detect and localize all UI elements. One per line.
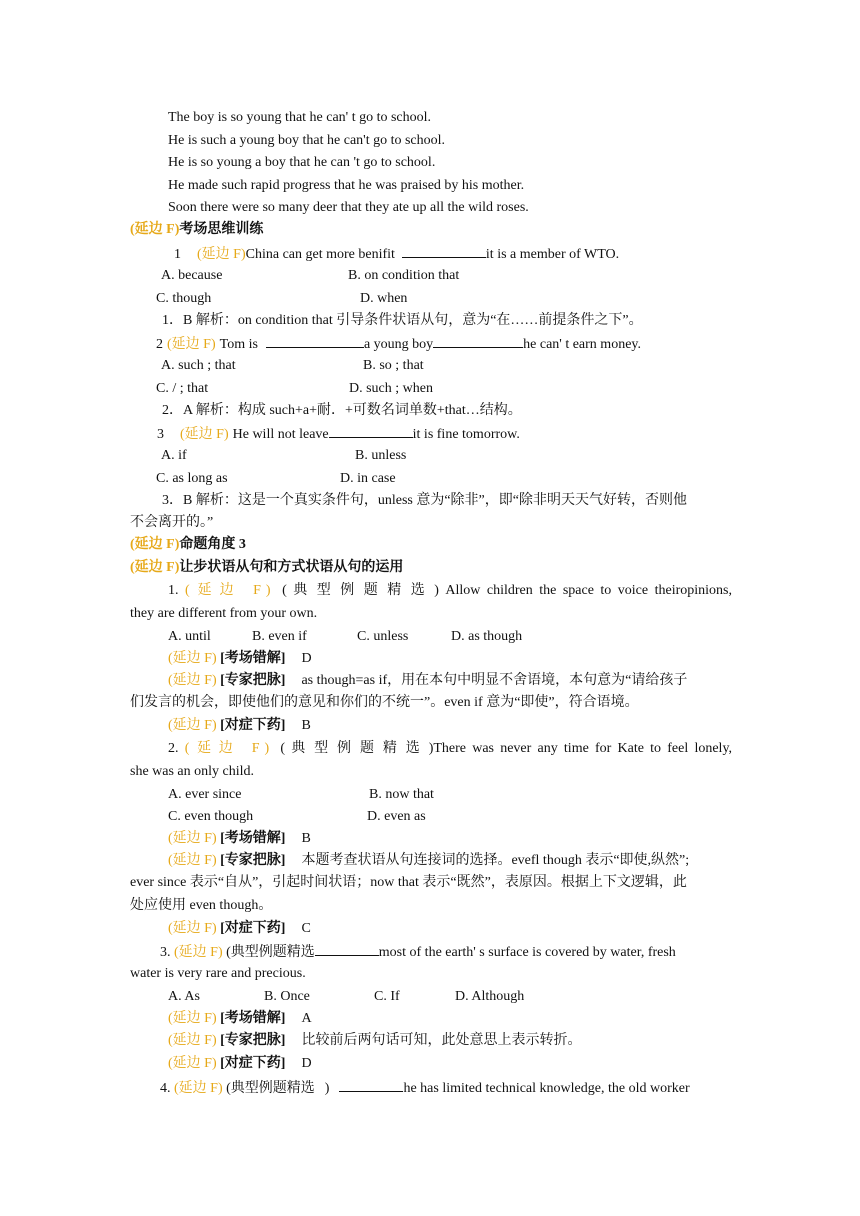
option: A. because <box>161 268 223 283</box>
correct-answer-line: (延边 F) [对症下药] B <box>168 718 311 733</box>
option: A. until <box>168 629 211 644</box>
analysis-text: 不会离开的。” <box>130 515 214 530</box>
section-heading-angle: (延边 F)命题角度 3 <box>130 537 246 552</box>
expert-analysis-line: (延边 F) [专家把脉] 本题考查状语从句连接词的选择。evefl though 表示“即使,纵然”; <box>168 853 690 868</box>
example-2-stem: 2. (延边 F) ( 典 型 例 题 精 选 )There was never any time for Kate to feel lonely, <box>168 741 733 756</box>
option: A. such ; that <box>161 358 236 373</box>
option: C. as long as <box>156 471 228 486</box>
option: D. when <box>360 291 408 306</box>
answer-blank <box>339 1077 403 1092</box>
analysis-text: 3．B 解析：这是一个真实条件句，unless 意为“除非”，即“除非明天天气好转，否则他 <box>162 493 687 508</box>
expert-analysis-line: (延边 F) [专家把脉] 比较前后两句话可知，此处意思上表示转折。 <box>168 1033 582 1048</box>
option: A. ever since <box>168 787 242 802</box>
question-3-stem: 3 (延边 F) He will not leave it is fine tomorrow. <box>157 423 520 445</box>
example-sentence: Soon there were so many deer that they ate up all the wild roses. <box>168 200 529 215</box>
expert-analysis-line: (延边 F) [专家把脉] as though=as if，用在本句中明显不舍语境，本句意为“请给孩子 <box>168 673 688 688</box>
option: B. unless <box>355 448 407 463</box>
option: D. Although <box>455 989 525 1004</box>
option: A. if <box>161 448 187 463</box>
option: C. / ; that <box>156 381 209 396</box>
question-1-stem: 1 (延边 F)China can get more benifit it is a member of WTO. <box>174 243 619 265</box>
example-sentence: The boy is so young that he can' t go to school. <box>168 110 432 125</box>
option: D. such ; when <box>349 381 433 396</box>
example-4-stem: 4. (延边 F) (典型例题精选 ) he has limited technical knowledge, the old worker <box>160 1077 690 1099</box>
expert-analysis-line: ever since 表示“自从”，引起时间状语；now that 表示“既然”，表原因。根据上下文逻辑，此 <box>130 875 687 890</box>
option: B. now that <box>369 787 434 802</box>
expert-analysis-line: 们发言的机会，即使他们的意见和你们的不统一”。even if 意为“即使”，符合语境。 <box>130 695 639 710</box>
option: D. even as <box>367 809 426 824</box>
wrong-answer-line: (延边 F) [考场错解] A <box>168 1011 312 1026</box>
correct-answer-line: (延边 F) [对症下药] C <box>168 921 311 936</box>
example-3-stem: water is very rare and precious. <box>130 966 306 981</box>
example-1-stem: they are different from your own. <box>130 606 318 621</box>
answer-blank <box>329 423 413 438</box>
option: D. as though <box>451 629 523 644</box>
example-sentence: He made such rapid progress that he was praised by his mother. <box>168 178 525 193</box>
option: D. in case <box>340 471 396 486</box>
option: B. even if <box>252 629 307 644</box>
answer-blank <box>266 333 364 348</box>
example-3-stem: 3. (延边 F) (典型例题精选 most of the earth' s surface is covered by water, fresh <box>160 941 676 963</box>
question-2-stem: 2 (延边 F) Tom is a young boy he can' t earn money. <box>156 333 641 355</box>
correct-answer-line: (延边 F) [对症下药] D <box>168 1056 312 1071</box>
source-tag: (延边 F) <box>130 222 180 237</box>
section-heading-training: (延边 F)考场思维训练 <box>130 222 264 237</box>
option: C. though <box>156 291 212 306</box>
option: B. Once <box>264 989 310 1004</box>
analysis-text: 1．B 解析：on condition that 引导条件状语从句，意为“在……前提条件之下”。 <box>162 313 643 328</box>
option: B. so ; that <box>363 358 424 373</box>
example-sentence: He is so young a boy that he can 't go to school. <box>168 155 436 170</box>
option: A. As <box>168 989 200 1004</box>
answer-blank <box>315 941 379 956</box>
option: C. unless <box>357 629 409 644</box>
analysis-text: 2．A 解析：构成 such+a+耐．+可数名词单数+that…结构。 <box>162 403 522 418</box>
option: C. even though <box>168 809 254 824</box>
example-1-stem: 1. (延边 F) ( 典 型 例 题 精 选 ) Allow children the space to voice theiropinions, <box>168 583 732 598</box>
option: C. If <box>374 989 400 1004</box>
option: B. on condition that <box>348 268 460 283</box>
answer-blank <box>402 243 486 258</box>
example-2-stem: she was an only child. <box>130 764 255 779</box>
example-sentence: He is such a young boy that he can't go to school. <box>168 133 446 148</box>
expert-analysis-line: 处应使用 even though。 <box>130 898 273 913</box>
wrong-answer-line: (延边 F) [考场错解] D <box>168 651 312 666</box>
section-heading-topic: (延边 F)让步状语从句和方式状语从句的运用 <box>130 560 404 575</box>
wrong-answer-line: (延边 F) [考场错解] B <box>168 831 311 846</box>
answer-blank <box>433 333 523 348</box>
